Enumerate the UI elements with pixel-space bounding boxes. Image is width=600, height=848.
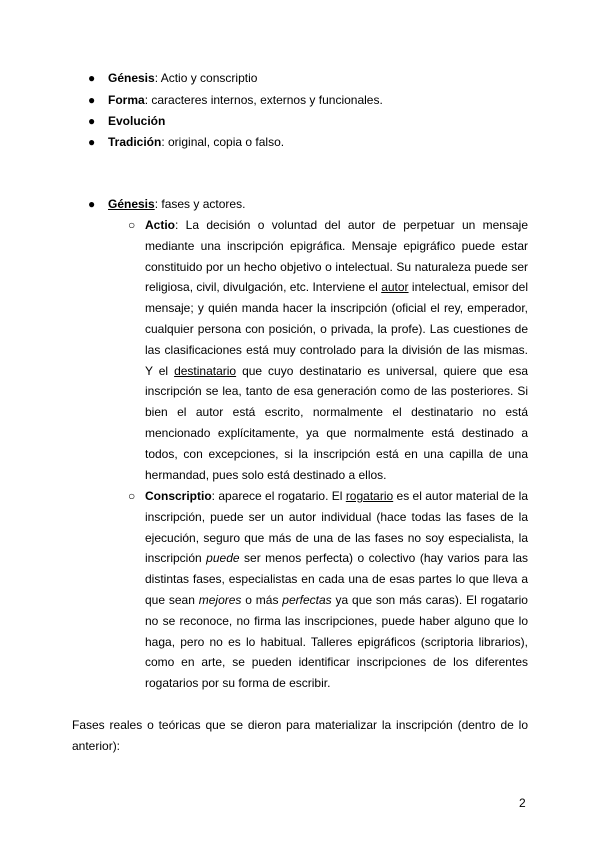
bullet-icon: ● (88, 114, 96, 128)
hollow-bullet-icon: ○ (128, 218, 136, 232)
description: : caracteres internos, externos y funcionales. (144, 93, 383, 107)
hollow-bullet-icon: ○ (128, 489, 136, 503)
bullet-icon: ● (88, 135, 96, 149)
bullet-icon: ● (88, 71, 96, 85)
term: Génesis (108, 71, 155, 85)
description: : Actio y conscriptio (154, 71, 258, 85)
bullet-icon: ● (88, 93, 96, 107)
description: : fases y actores. (154, 197, 246, 211)
bullet-icon: ● (88, 197, 96, 211)
term: Forma (108, 93, 145, 107)
term: Génesis (108, 197, 155, 211)
fases-paragraph: Fases reales o teóricas que se dieron para materializar la inscripción (dentro de lo anterior): (72, 718, 528, 753)
actio-paragraph: Actio: La decisión o voluntad del autor de perpetuar un mensaje mediante una inscripción epigráfica. Mensaje epigráfico puede estar constituido por un hecho objetivo o intelectual. Su naturaleza puede ser religiosa, civil, divulgación, etc. Interviene el autor intelectual, emisor del mensaje; y quién manda hacer la inscripción (oficial el rey, emperador, cualquier persona con posición, o privada, la profe). Las cuestiones de las clasificaciones está muy controlado para la división de las mismas. Y el destinatario que cuyo destinatario es universal, quiere que esa inscripción se lea, tanto de esa generación como de las posteriores. Si bien el autor está escrito, normalmente el destinatario no está mencionado explícitamente, ya que normalmente está destinado a todos, con excepciones, si la inscripción está en una capilla de una hermandad, pues solo está destinado a ellos. (145, 218, 528, 482)
term: Tradición (108, 135, 162, 149)
page-number: 2 (519, 796, 526, 810)
conscriptio-paragraph: Conscriptio: aparece el rogatario. El rogatario es el autor material de la inscripción, puede ser un autor individual (hace todas las fases de la ejecución, seguro que más de una de las fases no soy especialista, la inscripción puede ser menos perfecta) o colectivo (hay varios para las distintas fases, especialistas en cada una de esas partes lo que lleva a que sean mejores o más perfectas ya que son más caras). El rogatario no se reconoce, no firma las inscripciones, puede haber alguno que lo haga, pero no es lo habitual. Talleres epigráficos (scriptoria librarios), como en arte, se pueden identificar inscripciones de los diferentes rogatarios por su forma de escribir. (145, 489, 528, 691)
term: Evolución (108, 114, 166, 128)
description: : original, copia o falso. (161, 135, 285, 149)
